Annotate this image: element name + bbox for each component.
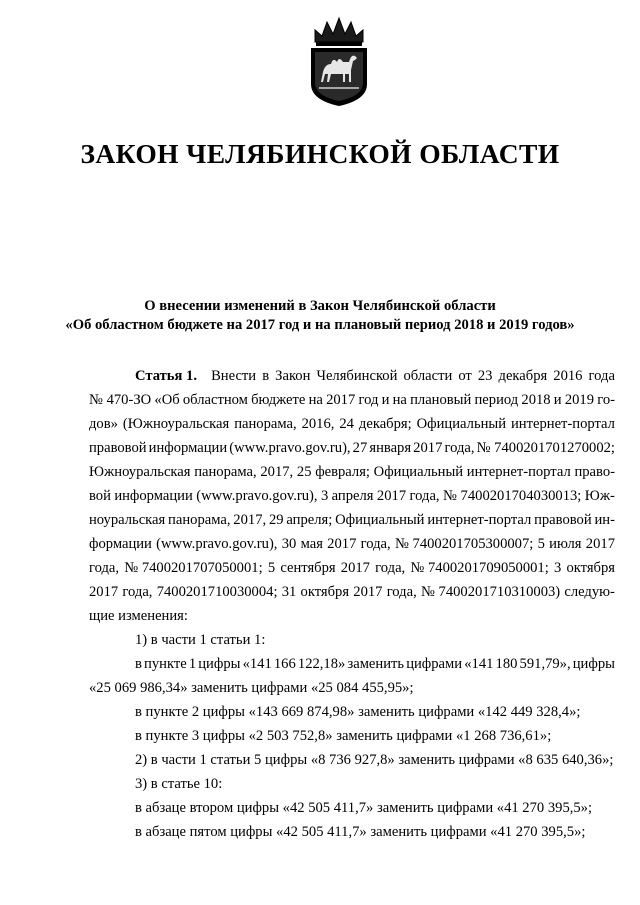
word: № 470-ЗО xyxy=(89,392,152,408)
law-title: ЗАКОН ЧЕЛЯБИНСКОЙ ОБЛАСТИ xyxy=(80,138,560,169)
word: 2017 xyxy=(89,584,119,600)
word: 2018 xyxy=(521,392,551,408)
word: 2017 xyxy=(327,536,357,552)
word: 180 xyxy=(495,656,518,672)
article-1-line xyxy=(89,364,615,388)
word: цифрами xyxy=(406,656,463,672)
word: «Об xyxy=(154,392,180,408)
word: панорама, xyxy=(234,416,297,432)
word: от xyxy=(458,368,472,384)
word: 2016 xyxy=(553,368,583,384)
word: года, xyxy=(360,536,391,552)
word: го- xyxy=(597,392,615,408)
word: декабря; xyxy=(358,416,412,432)
law-subtitle-line-1: О внесении изменений в Закон Челябинской области xyxy=(144,298,496,314)
word: дов» xyxy=(89,416,118,432)
word: Южноуральская xyxy=(89,464,191,480)
article-1-line xyxy=(89,580,615,604)
word: 2017, xyxy=(260,464,294,480)
word: 5 xyxy=(267,560,276,576)
word: 2017, xyxy=(233,512,267,528)
word: ин- xyxy=(594,512,615,528)
article-1-paragraph xyxy=(89,364,615,604)
word: № 7400201704030013; xyxy=(442,488,582,504)
article-label: Статья 1. xyxy=(135,368,197,384)
word: на xyxy=(308,392,323,408)
word: года, xyxy=(386,584,417,600)
word: бюджете xyxy=(251,392,306,408)
amendment-item: 2) в части 1 статьи 5 цифры «8 736 927,8» заменить цифрами «8 635 640,36»; xyxy=(135,752,614,768)
amendment-list xyxy=(89,628,615,844)
word: 2017 xyxy=(353,584,383,600)
word: 27 xyxy=(352,440,368,456)
amendment-item: 3) в статье 10: xyxy=(135,776,223,792)
word: период xyxy=(474,392,519,408)
word: 2017 xyxy=(585,536,615,552)
word: Челябинской xyxy=(316,368,398,384)
word: Официальный xyxy=(373,464,464,480)
word: 7400201710030004; xyxy=(156,584,278,600)
word: 591,79», xyxy=(519,656,571,672)
word: 2017 xyxy=(376,488,407,504)
article-1-line xyxy=(89,412,615,436)
word: года, xyxy=(122,584,153,600)
word: на xyxy=(392,392,407,408)
word: 29 xyxy=(268,512,284,528)
word: № 7400201707050001; xyxy=(124,560,263,576)
word: 2017 xyxy=(326,392,356,408)
word: 31 xyxy=(281,584,297,600)
word: плановый xyxy=(410,392,472,408)
article-1-line xyxy=(89,556,615,580)
word: 24 xyxy=(339,416,354,432)
word: областном xyxy=(182,392,248,408)
amendment-item: в пункте 3 цифры «2 503 752,8» заменить цифрами «1 268 736,61»; xyxy=(135,728,552,744)
word: 166 xyxy=(273,656,296,672)
word: (www.pravo.gov.ru), xyxy=(196,488,318,504)
word: интернет-портал xyxy=(427,512,532,528)
word: октября xyxy=(566,560,615,576)
word: № 7400201710310003) xyxy=(420,584,561,600)
word: заменить xyxy=(347,656,405,672)
word: № 7400201709050001; xyxy=(410,560,549,576)
word: года xyxy=(588,368,615,384)
amendment-item: в пункте 2 цифры «143 669 874,98» заменить цифрами «142 449 328,4»; xyxy=(135,704,581,720)
word: следую- xyxy=(564,584,615,600)
word: панорама, xyxy=(168,512,231,528)
word: области xyxy=(403,368,453,384)
word: (Южноуральская xyxy=(122,416,230,432)
word: 5 xyxy=(537,536,545,552)
word: Закон xyxy=(275,368,311,384)
word: (www.pravo.gov.ru), xyxy=(156,536,278,552)
word: мая xyxy=(300,536,323,552)
chelyabinsk-coat-of-arms-icon xyxy=(305,12,373,107)
word: Официальный xyxy=(335,512,425,528)
word: 3 xyxy=(320,488,329,504)
word: Официальный xyxy=(416,416,507,432)
word: интернет-портал xyxy=(466,464,571,480)
word: апреля xyxy=(331,488,374,504)
word: октября xyxy=(300,584,350,600)
word: правовой xyxy=(89,440,147,456)
word: 25 xyxy=(296,464,312,480)
word: панорама, xyxy=(194,464,257,480)
amendment-item: в абзаце пятом цифры «42 505 411,7» заменить цифрами «41 270 395,5»; xyxy=(135,824,586,840)
word: года, xyxy=(89,560,120,576)
amendment-item: «25 069 986,34» заменить цифрами «25 084 455,95»; xyxy=(89,680,414,696)
word: и xyxy=(553,392,562,408)
article-1-line xyxy=(89,508,615,532)
word: интернет-портал xyxy=(510,416,615,432)
word: Юж- xyxy=(584,488,615,504)
amendment-item: 1) в части 1 статьи 1: xyxy=(135,632,266,648)
word: вой xyxy=(89,488,111,504)
article-1-line xyxy=(89,532,615,556)
article-1-line xyxy=(89,388,615,412)
word: в xyxy=(262,368,270,384)
word: «141 xyxy=(242,656,272,672)
word: Внести xyxy=(211,368,257,384)
amendment-item: в абзаце втором цифры «42 505 411,7» заменить цифрами «41 270 395,5»; xyxy=(135,800,593,816)
word: января xyxy=(369,440,412,456)
word: апреля; xyxy=(286,512,333,528)
word: 23 xyxy=(477,368,493,384)
word: № 7400201705300007; xyxy=(394,536,534,552)
word: информации xyxy=(148,440,228,456)
word: № 7400201701270002; xyxy=(476,440,615,456)
article-1-line xyxy=(89,484,615,508)
word: 2016, xyxy=(301,416,335,432)
word: (www.pravo.gov.ru), xyxy=(229,440,351,456)
article-1-line xyxy=(89,436,615,460)
word: пункте xyxy=(144,656,187,672)
article-1-last-line: щие изменения: xyxy=(89,608,188,624)
word: 2017 xyxy=(413,440,443,456)
word: 2019 xyxy=(564,392,594,408)
word: формации xyxy=(89,536,152,552)
article-1-line xyxy=(89,460,615,484)
word: 1 xyxy=(188,656,197,672)
word: года, xyxy=(375,560,406,576)
word: 2017 xyxy=(340,560,370,576)
word: информации xyxy=(114,488,193,504)
word: «141 xyxy=(464,656,494,672)
word: цифры xyxy=(572,656,615,672)
word: 3 xyxy=(553,560,562,576)
word: декабря xyxy=(498,368,548,384)
word: ноуральская xyxy=(89,512,166,528)
word: год xyxy=(358,392,379,408)
word: 122,18» xyxy=(297,656,346,672)
word: в xyxy=(135,656,142,672)
word: цифры xyxy=(198,656,241,672)
word: право- xyxy=(574,464,615,480)
article-body xyxy=(89,364,615,844)
word: июля xyxy=(549,536,582,552)
amendment-item xyxy=(89,652,615,676)
word: правовой xyxy=(534,512,592,528)
word: года, xyxy=(409,488,440,504)
word: и xyxy=(381,392,390,408)
word: февраля; xyxy=(315,464,370,480)
law-subtitle-line-2: «Об областном бюджете на 2017 год и на плановый период 2018 и 2019 годов» xyxy=(65,317,575,333)
word: года, xyxy=(444,440,475,456)
word: сентября xyxy=(280,560,336,576)
word: 30 xyxy=(281,536,297,552)
